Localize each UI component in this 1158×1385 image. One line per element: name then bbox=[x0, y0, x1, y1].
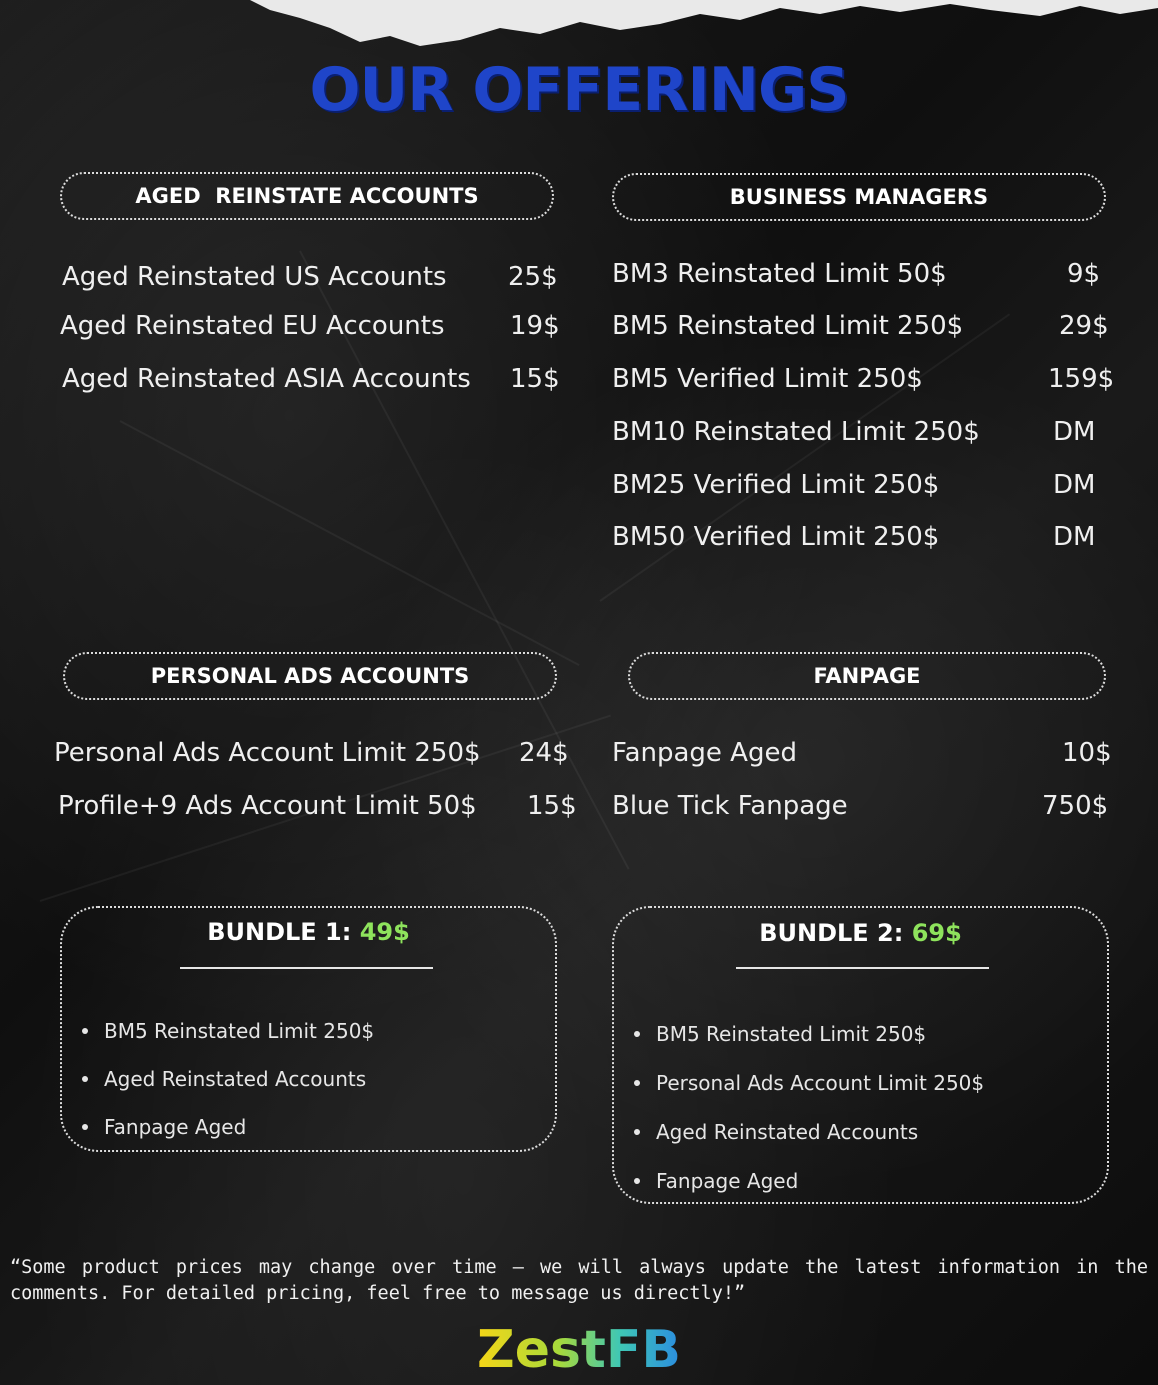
bundle-2-price: 69$ bbox=[911, 919, 962, 947]
business-row bbox=[612, 258, 1106, 290]
fanpage-row bbox=[612, 790, 1109, 822]
bundle-1-item bbox=[82, 1019, 374, 1043]
bullet-icon bbox=[82, 1028, 88, 1034]
fanpage-item-name: Fanpage Aged bbox=[612, 738, 797, 768]
business-item-price: 29$ bbox=[1059, 311, 1109, 341]
bundle-1-item bbox=[82, 1115, 246, 1139]
bundle-2-item-label: Aged Reinstated Accounts bbox=[656, 1120, 919, 1144]
bundle-1-card bbox=[60, 906, 557, 1152]
bundle-2-item bbox=[634, 1120, 918, 1144]
background-crease bbox=[599, 313, 1010, 601]
business-row bbox=[612, 416, 1106, 448]
business-item-price: DM bbox=[1053, 470, 1096, 500]
personal-item-name: Profile+9 Ads Account Limit 50$ bbox=[58, 791, 477, 821]
aged-item-name: Aged Reinstated US Accounts bbox=[62, 262, 447, 292]
aged-item-price: 19$ bbox=[510, 311, 560, 341]
business-item-price: DM bbox=[1053, 522, 1096, 552]
business-item-name: BM25 Verified Limit 250$ bbox=[612, 470, 940, 500]
bundle-1-item-label: Fanpage Aged bbox=[104, 1115, 247, 1139]
section-header-fanpage: FANPAGE bbox=[628, 652, 1106, 700]
bundle-2-title bbox=[614, 919, 1107, 947]
section-header-aged: AGED REINSTATE ACCOUNTS bbox=[60, 172, 554, 220]
torn-paper-edge bbox=[0, 0, 1158, 60]
bullet-icon bbox=[634, 1129, 640, 1135]
aged-item-price: 15$ bbox=[510, 364, 560, 394]
bundle-2-item bbox=[634, 1022, 926, 1046]
fanpage-item-price: 10$ bbox=[1062, 738, 1112, 768]
aged-row bbox=[62, 363, 560, 395]
business-item-name: BM50 Verified Limit 250$ bbox=[612, 522, 940, 552]
business-row bbox=[612, 310, 1109, 342]
bullet-icon bbox=[82, 1124, 88, 1130]
bundle-1-title bbox=[62, 918, 555, 946]
bullet-icon bbox=[634, 1178, 640, 1184]
bundle-1-price: 49$ bbox=[359, 918, 410, 946]
background-crease bbox=[120, 420, 580, 666]
bundle-2-divider bbox=[736, 967, 989, 969]
section-header-business: BUSINESS MANAGERS bbox=[612, 173, 1106, 221]
personal-item-price: 24$ bbox=[519, 738, 569, 768]
page-title: OUR OFFERINGS bbox=[309, 55, 849, 125]
bullet-icon bbox=[634, 1031, 640, 1037]
personal-item-price: 15$ bbox=[527, 791, 577, 821]
business-row bbox=[612, 521, 1106, 553]
section-header-personal: PERSONAL ADS ACCOUNTS bbox=[63, 652, 557, 700]
aged-item-price: 25$ bbox=[508, 262, 558, 292]
business-item-price: DM bbox=[1053, 417, 1096, 447]
business-row bbox=[612, 363, 1115, 395]
bundle-2-item-label: BM5 Reinstated Limit 250$ bbox=[656, 1022, 927, 1046]
aged-item-name: Aged Reinstated EU Accounts bbox=[60, 311, 445, 341]
bundle-1-item bbox=[82, 1067, 366, 1091]
business-item-name: BM5 Reinstated Limit 250$ bbox=[612, 311, 964, 341]
personal-item-name: Personal Ads Account Limit 250$ bbox=[54, 738, 481, 768]
personal-row bbox=[58, 790, 577, 822]
business-item-name: BM3 Reinstated Limit 50$ bbox=[612, 259, 947, 289]
bundle-2-item bbox=[634, 1071, 984, 1095]
bullet-icon bbox=[634, 1080, 640, 1086]
bundle-2-label: BUNDLE 2: bbox=[759, 919, 912, 947]
bundle-2-item-label: Personal Ads Account Limit 250$ bbox=[656, 1071, 985, 1095]
aged-row bbox=[60, 310, 560, 342]
bullet-icon bbox=[82, 1076, 88, 1082]
business-item-name: BM5 Verified Limit 250$ bbox=[612, 364, 923, 394]
aged-row bbox=[62, 261, 558, 293]
bundle-2-item-label: Fanpage Aged bbox=[656, 1169, 799, 1193]
business-item-price: 9$ bbox=[1067, 259, 1101, 289]
bundle-1-label: BUNDLE 1: bbox=[207, 918, 360, 946]
aged-item-name: Aged Reinstated ASIA Accounts bbox=[62, 364, 471, 394]
business-item-name: BM10 Reinstated Limit 250$ bbox=[612, 417, 980, 447]
bundle-2-card bbox=[612, 906, 1109, 1204]
brand-logo-text: ZestFB bbox=[477, 1320, 681, 1380]
brand-logo bbox=[0, 1318, 1158, 1382]
background-crease bbox=[299, 251, 629, 870]
business-item-price: 159$ bbox=[1048, 364, 1115, 394]
disclaimer-text: “Some product prices may change over time — we will always update the latest information in the comments. For detailed pricing, feel free to message us directly!” bbox=[10, 1257, 1148, 1304]
personal-row bbox=[54, 737, 568, 769]
business-row bbox=[612, 469, 1106, 501]
fanpage-item-name: Blue Tick Fanpage bbox=[612, 791, 848, 821]
bundle-1-divider bbox=[180, 967, 433, 969]
bundle-1-item-label: Aged Reinstated Accounts bbox=[104, 1067, 367, 1091]
bundle-1-item-label: BM5 Reinstated Limit 250$ bbox=[104, 1019, 375, 1043]
fanpage-item-price: 750$ bbox=[1042, 791, 1109, 821]
fanpage-row bbox=[612, 737, 1112, 769]
bundle-2-item bbox=[634, 1169, 798, 1193]
